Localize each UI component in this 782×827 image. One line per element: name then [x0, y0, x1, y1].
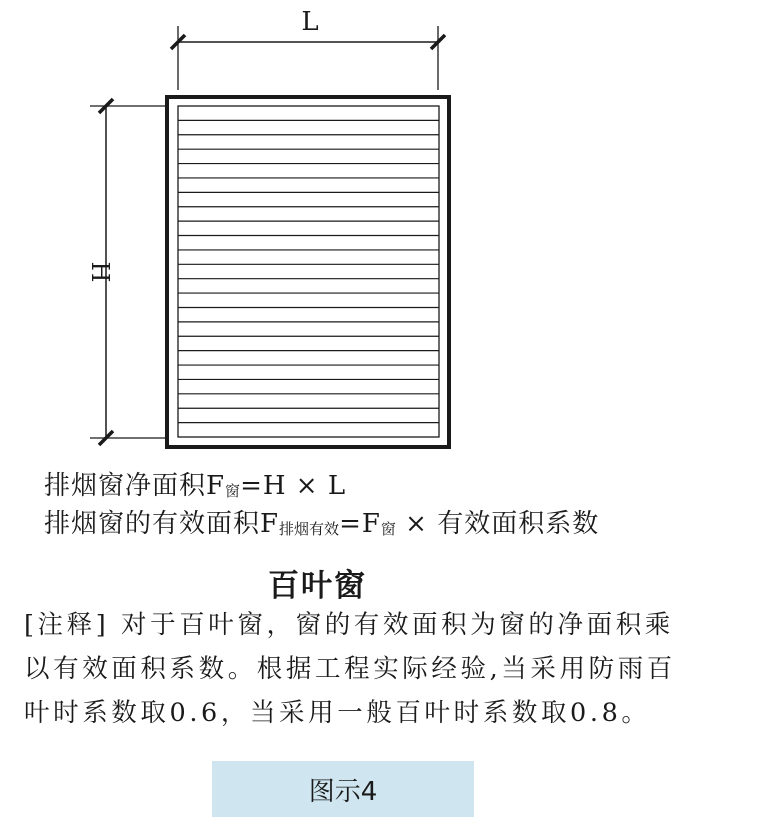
height-label: H — [86, 261, 114, 283]
effective-area-formula — [44, 508, 599, 545]
net-area-subscript: 窗 — [225, 482, 241, 500]
diagram-caption: 百叶窗 — [268, 568, 367, 604]
annotation-note — [24, 603, 764, 735]
net-area-suffix: =H × L — [240, 471, 347, 501]
note-line: 叶时系数取0.6，当采用一般百叶时系数取0.8。 — [24, 698, 651, 728]
net-area-prefix: 排烟窗净面积F — [44, 471, 226, 501]
note-line: 以有效面积系数。根据工程实际经验,当采用防雨百 — [24, 654, 676, 684]
width-label: L — [301, 7, 319, 37]
net-area-formula — [44, 470, 346, 507]
effective-area-suffix: × 有效面积系数 — [395, 509, 600, 539]
effective-area-middle: =F — [339, 509, 381, 539]
effective-area-subscript: 排烟有效 — [279, 520, 340, 538]
note-line: [注释] 对于百叶窗，窗的有效面积为窗的净面积乘 — [24, 610, 674, 640]
effective-area-subscript-2: 窗 — [380, 520, 396, 538]
figure-label: 图示4 — [308, 776, 378, 807]
figure-label-box — [212, 761, 474, 817]
effective-area-prefix: 排烟窗的有效面积F — [44, 509, 280, 539]
